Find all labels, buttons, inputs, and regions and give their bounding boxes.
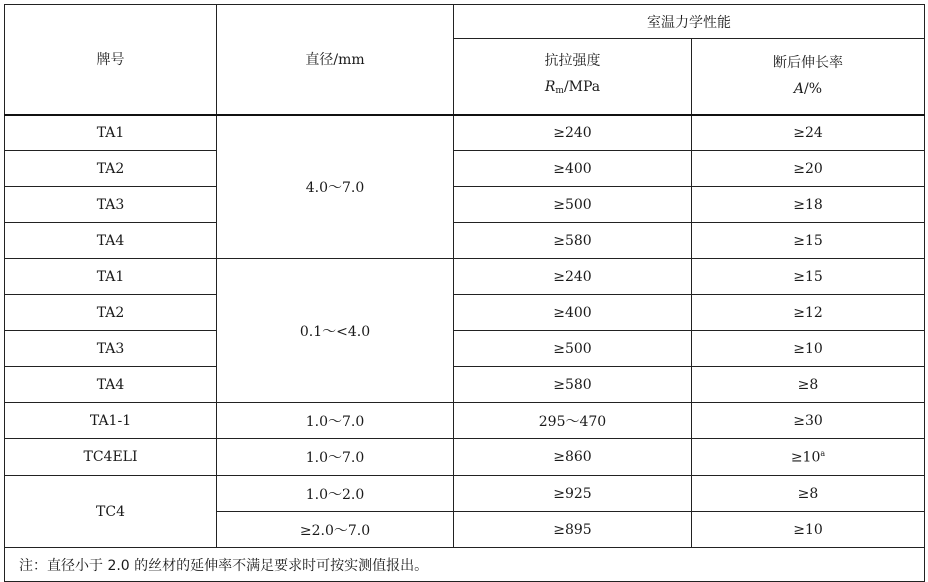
tensile-cell: ≥860 [454, 439, 692, 476]
tensile-cell: ≥240 [454, 115, 692, 151]
grade-cell: TA4 [5, 223, 217, 259]
grade-cell: TA1 [5, 115, 217, 151]
grade-cell: TA4 [5, 367, 217, 403]
table-row [5, 439, 925, 476]
diameter-cell: 1.0～7.0 [217, 439, 454, 476]
elongation-cell: ≥15 [692, 259, 925, 295]
grade-cell: TA1 [5, 259, 217, 295]
header-elongation-unit: /% [804, 81, 823, 98]
elongation-cell: ≥30 [692, 403, 925, 439]
grade-cell: TC4 [5, 476, 217, 548]
tensile-cell: ≥400 [454, 295, 692, 331]
grade-cell: TA3 [5, 331, 217, 367]
grade-cell: TA1-1 [5, 403, 217, 439]
header-elongation-symbol: A [793, 81, 805, 98]
header-diameter: 直径/mm [217, 5, 454, 115]
table-row [5, 295, 925, 331]
tensile-cell: ≥500 [454, 187, 692, 223]
grade-cell: TC4ELI [5, 439, 217, 476]
grade-cell: TA2 [5, 295, 217, 331]
table-row [5, 115, 925, 151]
elongation-cell: ≥18 [692, 187, 925, 223]
tensile-cell: ≥400 [454, 151, 692, 187]
header-grade: 牌号 [5, 5, 217, 115]
tensile-cell: 295～470 [454, 403, 692, 439]
elongation-cell: ≥20 [692, 151, 925, 187]
diameter-cell: ≥2.0～7.0 [217, 512, 454, 548]
header-tensile-subscript: m [555, 86, 564, 97]
diameter-cell: 0.1～<4.0 [217, 259, 454, 403]
elongation-cell: ≥24 [692, 115, 925, 151]
table-row [5, 476, 925, 512]
elongation-cell: ≥10 [692, 331, 925, 367]
elongation-value: ≥10 [790, 449, 821, 466]
table-row [5, 223, 925, 259]
header-tensile-symbol: R [544, 79, 556, 96]
table-row [5, 331, 925, 367]
mechanical-properties-table [4, 4, 925, 582]
elongation-cell: ≥8 [692, 476, 925, 512]
header-tensile-unit: /MPa [563, 79, 601, 96]
tensile-cell: ≥240 [454, 259, 692, 295]
diameter-cell: 1.0～2.0 [217, 476, 454, 512]
elongation-cell: ≥8 [692, 367, 925, 403]
elongation-cell: ≥15 [692, 223, 925, 259]
tensile-cell: ≥580 [454, 367, 692, 403]
header-elongation [692, 39, 925, 115]
table-row [5, 367, 925, 403]
header-properties-group: 室温力学性能 [454, 5, 925, 39]
diameter-cell: 4.0～7.0 [217, 115, 454, 259]
footnote-marker: a [820, 448, 826, 458]
tensile-cell: ≥580 [454, 223, 692, 259]
header-tensile [454, 39, 692, 115]
table-row [5, 187, 925, 223]
tensile-cell: ≥895 [454, 512, 692, 548]
elongation-cell: ≥10 [692, 512, 925, 548]
header-elongation-label: 断后伸长率 [773, 55, 843, 72]
diameter-cell: 1.0～7.0 [217, 403, 454, 439]
grade-cell: TA3 [5, 187, 217, 223]
tensile-cell: ≥925 [454, 476, 692, 512]
tensile-cell: ≥500 [454, 331, 692, 367]
header-tensile-label: 抗拉强度 [544, 53, 601, 70]
elongation-cell [692, 439, 925, 476]
table-note: 注：直径小于 2.0 的丝材的延伸率不满足要求时可按实测值报出。 [5, 548, 925, 582]
table-row [5, 151, 925, 187]
grade-cell: TA2 [5, 151, 217, 187]
table-row [5, 403, 925, 439]
elongation-cell: ≥12 [692, 295, 925, 331]
table-row [5, 259, 925, 295]
